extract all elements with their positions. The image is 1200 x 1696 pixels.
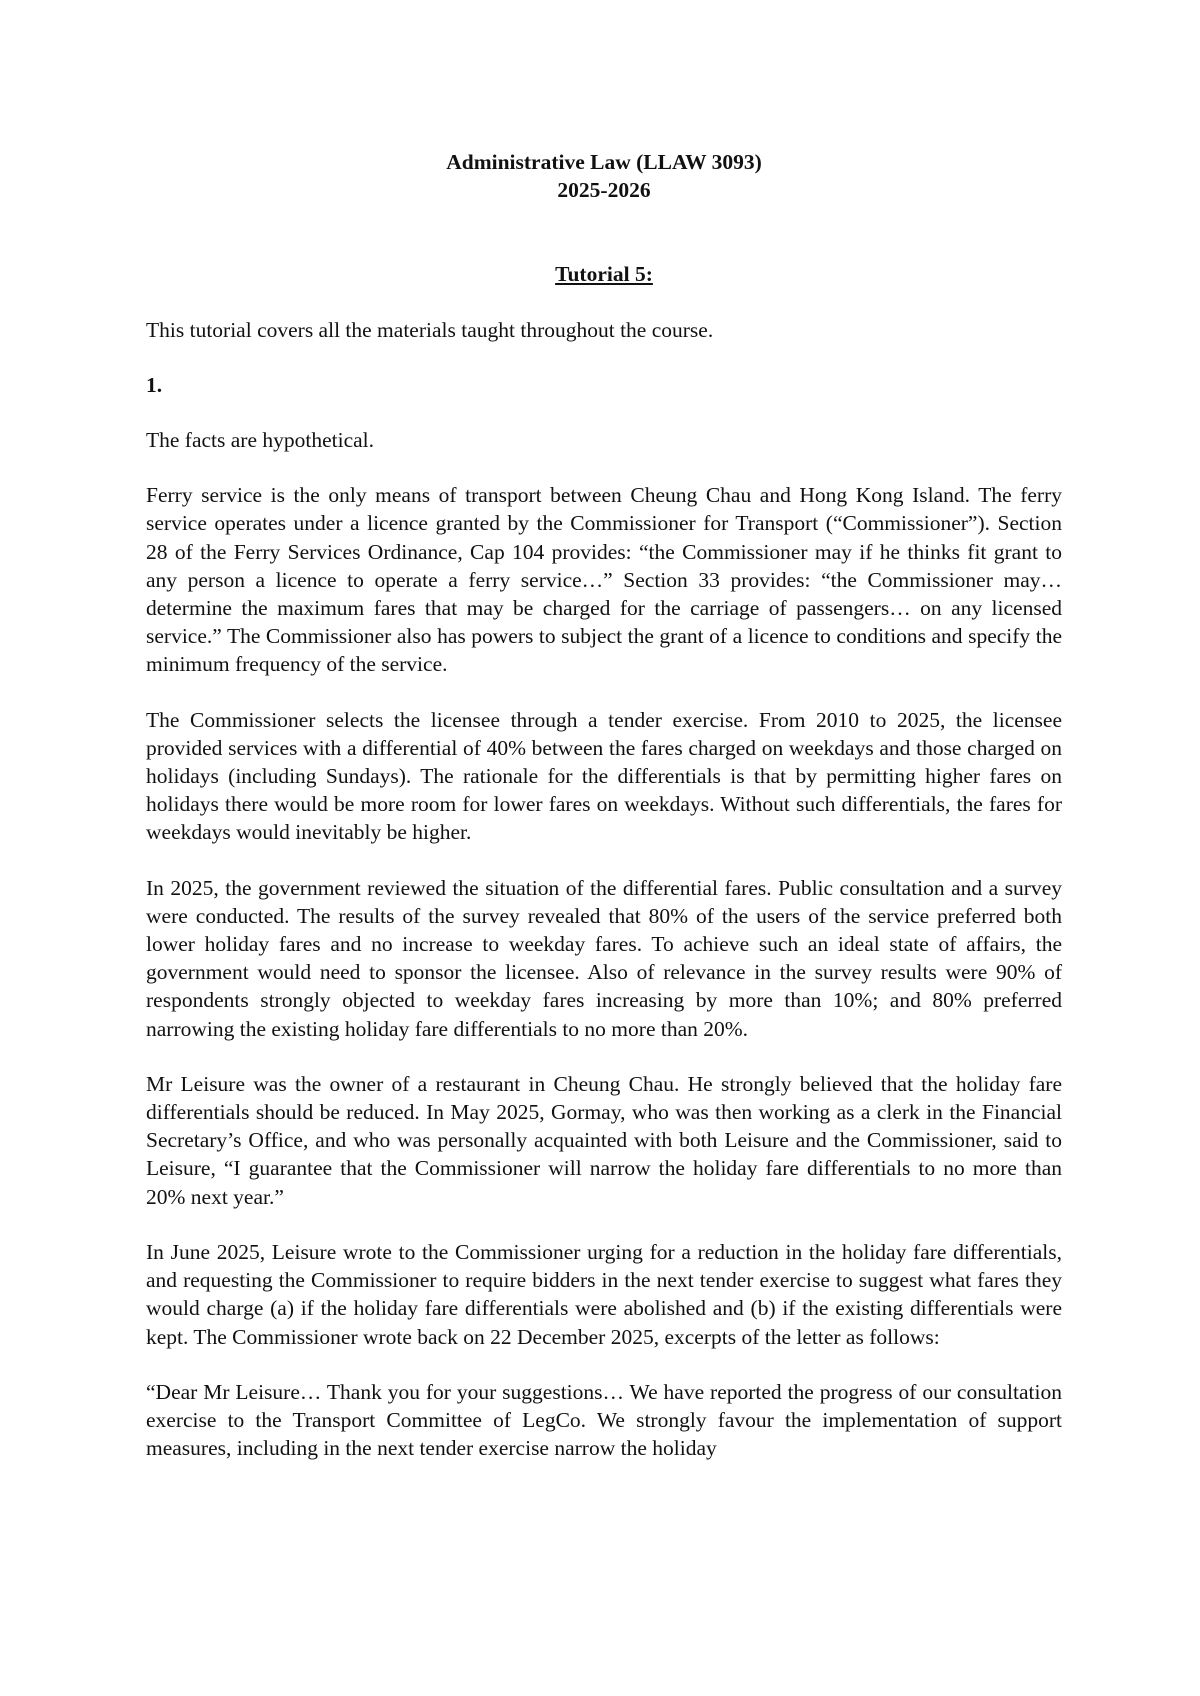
paragraph-letter-request: In June 2025, Leisure wrote to the Commissioner urging for a reduction in the holiday fare differentials, and requesting the Commissioner to require bidders in the next tender exercise to suggest what fares they would charge (a) if the holiday fare differentials were abolished and (b) if the existing differentials were kept. The Commissioner wrote back on 22 December 2025, excerpts of the letter as follows: [146, 1239, 1062, 1349]
paragraph-government-review: In 2025, the government reviewed the situation of the differential fares. Public consultation and a survey were conducted. The results of the survey revealed that 80% of the users of the service preferred both lower holiday fares and no increase to weekday fares. To achieve such an ideal state of affairs, the government would need to sponsor the licensee. Also of relevance in the survey results were 90% of respondents strongly objected to weekday fares increasing by more than 10%; and 80% preferred narrowing the existing holiday fare differentials to no more than 20%. [146, 875, 1062, 1041]
paragraph-commissioner-letter: “Dear Mr Leisure… Thank you for your suggestions… We have reported the progress of our consultation exercise to the Transport Committee of LegCo. We strongly favour the implementation of support measures, including in the next tender exercise narrow the holiday [146, 1379, 1062, 1461]
facts-note: The facts are hypothetical. [146, 428, 375, 453]
intro-paragraph: This tutorial covers all the materials taught throughout the course. [146, 317, 714, 342]
question-number: 1. [146, 372, 163, 397]
paragraph-tender-exercise: The Commissioner selects the licensee through a tender exercise. From 2010 to 2025, the licensee provided services with a differential of 40% between the fares charged on weekdays and those charged on holidays (including Sundays). The rationale for the differentials is that by permitting higher fares on holidays there would be more room for lower fares on weekdays. Without such differentials, the fares for weekdays would inevitably be higher. [146, 707, 1062, 845]
paragraph-ferry-service: Ferry service is the only means of transport between Cheung Chau and Hong Kong Island. The ferry service operates under a licence granted by the Commissioner for Transport (“Commissioner”). Section 28 of the Ferry Services Ordinance, Cap 104 provides: “the Commissioner may if he thinks fit grant to any person a licence to operate a ferry service…” Section 33 provides: “the Commissioner may… determine the maximum fares that may be charged for the carriage of passengers… on any licensed service.” The Commissioner also has powers to subject the grant of a licence to conditions and specify the minimum frequency of the service. [146, 483, 1062, 677]
document-content [146, 148, 1062, 1462]
academic-year: 2025-2026 [557, 178, 651, 203]
tutorial-heading-wrapper [146, 260, 1062, 288]
course-title: Administrative Law (LLAW 3093) [446, 150, 762, 174]
paragraph-mr-leisure: Mr Leisure was the owner of a restaurant in Cheung Chau. He strongly believed that the holiday fare differentials should be reduced. In May 2025, Gormay, who was then working as a clerk in the Financial Secretary’s Office, and who was personally acquainted with both Leisure and the Commissioner, said to Leisure, “I guarantee that the Commissioner will narrow the holiday fare differentials to no more than 20% next year.” [146, 1071, 1062, 1209]
tutorial-heading: Tutorial 5: [555, 262, 653, 287]
